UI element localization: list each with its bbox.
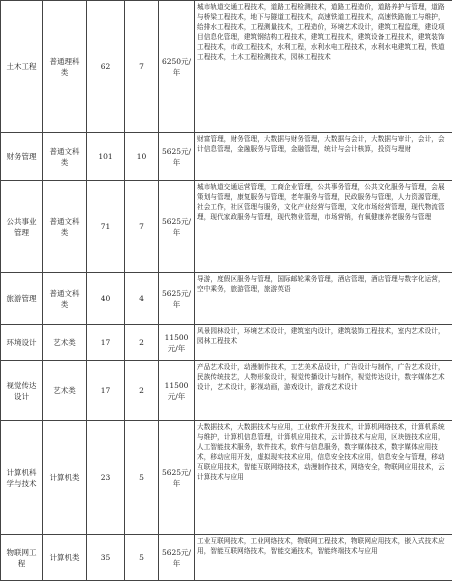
table-row: [1, 133, 452, 181]
subject-type-cell: 艺术类: [43, 325, 87, 361]
major-name-cell: 财务管理: [1, 133, 43, 181]
major-name-cell: 土木工程: [1, 1, 43, 133]
related-majors-cell: 城市轨道交通运营管理，工商企业管理，公共事务管理，公共文化服务与管理，会展策划与管理，康复服务与管理，老年服务与管理，民政服务与管理，人力资源管理，社会工作，社区管理与服务，文化产业经营与管理，文化市场经营管理，现代物流管理，现代家政服务与管理，现代物业管理，市场营销，有氧健康养老服务与管理: [195, 181, 452, 273]
major-name-cell: 环境设计: [1, 325, 43, 361]
related-majors-cell: 城市轨道交通工程技术，道路工程检测技术，道路工程造价，道路养护与管理，道路与桥梁工程技术，地下与隧道工程技术，高速铁道工程技术，高速铁路施工与维护，给排水工程技术，工程测量技术，工程造价，环境艺术设计，建筑工程监理，建设项目信息化管理，建筑钢结构工程技术，建筑工程技术，建筑设备工程技术，建筑装饰工程技术，市政工程技术，水利工程，水利水电工程技术，水利水电建筑工程，铁道工程技术，土木工程检测技术，园林工程技术: [195, 1, 452, 133]
count-cell: 101: [87, 133, 125, 181]
table-row: [1, 535, 452, 581]
tuition-cell: 11500元/年: [159, 361, 195, 421]
subject-type-cell: 普通文科类: [43, 273, 87, 325]
count-cell: 35: [87, 535, 125, 581]
tuition-cell: 6250元/年: [159, 1, 195, 133]
count-cell: 40: [87, 273, 125, 325]
count-cell: 23: [87, 421, 125, 535]
table-row: [1, 361, 452, 421]
plan-cell: 5: [125, 535, 159, 581]
plan-cell: 2: [125, 325, 159, 361]
related-majors-cell: 财富管理，财务管理，大数据与财务管理，大数据与会计，大数据与审计，会计，会计信息管理，金融服务与管理，金融管理，统计与会计核算，投资与理财: [195, 133, 452, 181]
related-majors-cell: 工业互联网技术，工业网络技术，物联网工程技术，物联网应用技术，嵌入式技术应用，智能互联网络技术，智能交通技术，智能终端技术与应用: [195, 535, 452, 581]
plan-cell: 4: [125, 273, 159, 325]
subject-type-cell: 普通文科类: [43, 181, 87, 273]
count-cell: 17: [87, 325, 125, 361]
subject-type-cell: 计算机类: [43, 535, 87, 581]
tuition-cell: 5625元/年: [159, 181, 195, 273]
related-majors-cell: 大数据技术，大数据技术与应用，工业软件开发技术，计算机网络技术，计算机系统与维护，计算机信息管理，计算机应用技术，云计算技术与应用，区块链技术应用，人工智能技术服务，软件技术，软件与信息服务，数字媒体技术，数字媒体应用技术，移动应用开发，虚拟现实技术应用，信息安全技术应用，信息安全与管理，移动互联应用技术，智能互联网络技术，动漫制作技术，网络安全，物联网应用技术，云计算技术与应用: [195, 421, 452, 535]
plan-cell: 5: [125, 421, 159, 535]
plan-cell: 7: [125, 181, 159, 273]
related-majors-cell: 产品艺术设计，动漫制作技术，工艺美术品设计，广告设计与制作，广告艺术设计，民族传统技艺，人物形象设计，视觉传播设计与制作，视觉传达设计，数字媒体艺术设计，艺术设计，影视动画，游戏设计，游戏艺术设计: [195, 361, 452, 421]
count-cell: 62: [87, 1, 125, 133]
table-row: [1, 421, 452, 535]
table-row: [1, 325, 452, 361]
plan-cell: 10: [125, 133, 159, 181]
tuition-cell: 11500元/年: [159, 325, 195, 361]
subject-type-cell: 计算机类: [43, 421, 87, 535]
tuition-cell: 5625元/年: [159, 421, 195, 535]
plan-cell: 7: [125, 1, 159, 133]
major-name-cell: 物联网工程: [1, 535, 43, 581]
major-name-cell: 计算机科学与技术: [1, 421, 43, 535]
tuition-cell: 5625元/年: [159, 535, 195, 581]
tuition-cell: 5625元/年: [159, 133, 195, 181]
related-majors-cell: 风景园林设计，环境艺术设计，建筑室内设计，建筑装饰工程技术，室内艺术设计，园林工程技术: [195, 325, 452, 361]
count-cell: 17: [87, 361, 125, 421]
count-cell: 71: [87, 181, 125, 273]
subject-type-cell: 普通理科类: [43, 1, 87, 133]
major-name-cell: 视觉传达设计: [1, 361, 43, 421]
table-row: [1, 1, 452, 133]
table-row: [1, 273, 452, 325]
major-name-cell: 旅游管理: [1, 273, 43, 325]
subject-type-cell: 普通文科类: [43, 133, 87, 181]
table-row: [1, 181, 452, 273]
major-name-cell: 公共事业管理: [1, 181, 43, 273]
related-majors-cell: 导游，度假区服务与管理，国际邮轮乘务管理，酒店管理，酒店管理与数字化运营，空中乘务，旅游管理，旅游英语: [195, 273, 452, 325]
tuition-cell: 5625元/年: [159, 273, 195, 325]
plan-cell: 2: [125, 361, 159, 421]
subject-type-cell: 艺术类: [43, 361, 87, 421]
